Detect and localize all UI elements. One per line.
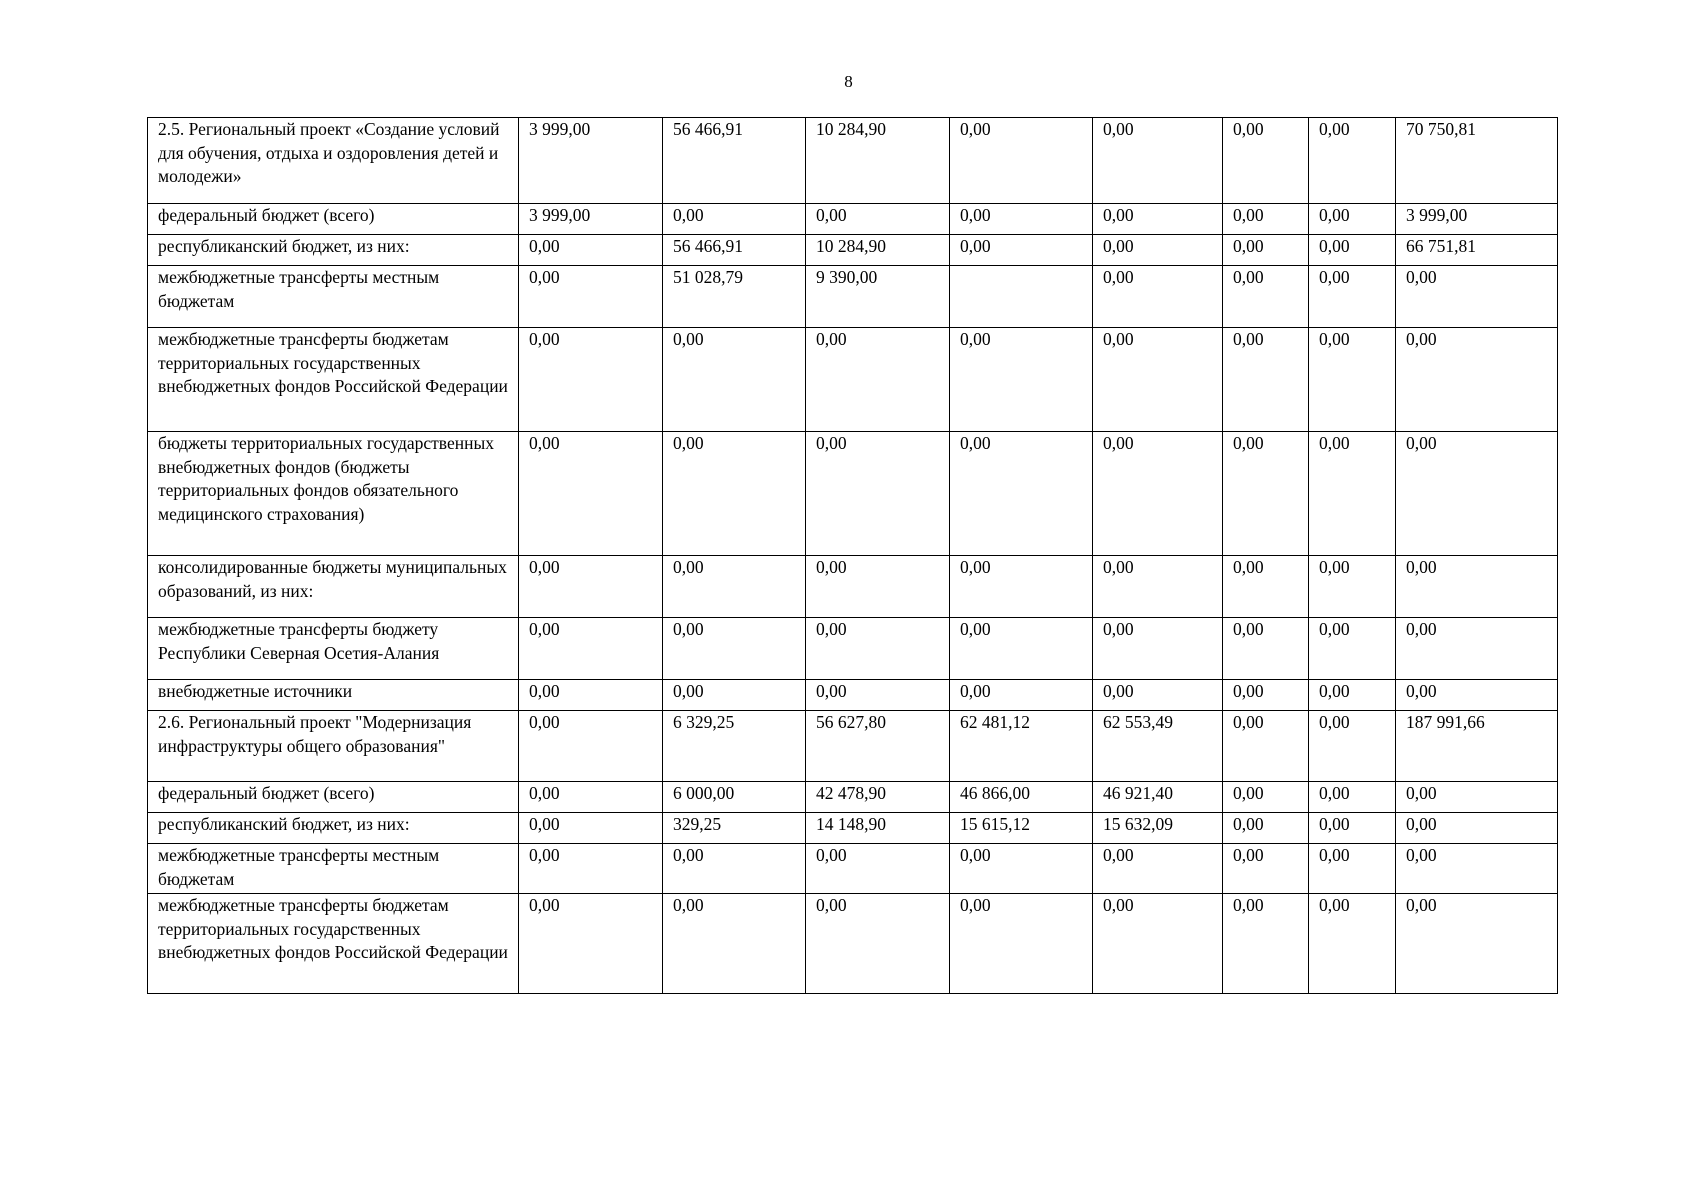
table-row bbox=[148, 328, 1558, 432]
value-cell: 0,00 bbox=[950, 328, 1093, 432]
value-cell: 51 028,79 bbox=[663, 266, 806, 328]
value-cell: 56 627,80 bbox=[806, 711, 950, 782]
value-cell: 0,00 bbox=[663, 204, 806, 235]
value-cell: 0,00 bbox=[806, 556, 950, 618]
value-cell: 0,00 bbox=[1093, 328, 1223, 432]
value-cell: 0,00 bbox=[1396, 844, 1558, 894]
row-label: межбюджетные трансферты местным бюджетам bbox=[148, 266, 519, 328]
value-cell: 0,00 bbox=[1309, 618, 1396, 680]
value-cell: 0,00 bbox=[1396, 782, 1558, 813]
value-cell: 0,00 bbox=[1309, 894, 1396, 994]
value-cell: 0,00 bbox=[1093, 266, 1223, 328]
table-row bbox=[148, 556, 1558, 618]
value-cell: 10 284,90 bbox=[806, 235, 950, 266]
value-cell: 0,00 bbox=[1309, 711, 1396, 782]
value-cell: 0,00 bbox=[1223, 711, 1309, 782]
value-cell: 0,00 bbox=[806, 844, 950, 894]
row-label: федеральный бюджет (всего) bbox=[148, 204, 519, 235]
table-row bbox=[148, 894, 1558, 994]
value-cell: 66 751,81 bbox=[1396, 235, 1558, 266]
value-cell: 0,00 bbox=[663, 894, 806, 994]
value-cell: 0,00 bbox=[1309, 204, 1396, 235]
value-cell: 9 390,00 bbox=[806, 266, 950, 328]
value-cell: 0,00 bbox=[1396, 266, 1558, 328]
value-cell: 3 999,00 bbox=[519, 204, 663, 235]
row-label: республиканский бюджет, из них: bbox=[148, 235, 519, 266]
value-cell: 0,00 bbox=[663, 680, 806, 711]
row-label: межбюджетные трансферты бюджетам территориальных государственных внебюджетных фондов Российской Федерации bbox=[148, 328, 519, 432]
row-label: консолидированные бюджеты муниципальных образований, из них: bbox=[148, 556, 519, 618]
value-cell: 0,00 bbox=[950, 118, 1093, 204]
value-cell: 0,00 bbox=[1223, 432, 1309, 556]
value-cell: 0,00 bbox=[1396, 894, 1558, 994]
value-cell: 0,00 bbox=[519, 711, 663, 782]
budget-table-body bbox=[148, 118, 1558, 994]
value-cell: 0,00 bbox=[806, 680, 950, 711]
value-cell: 0,00 bbox=[1223, 782, 1309, 813]
value-cell: 0,00 bbox=[1309, 235, 1396, 266]
row-label: федеральный бюджет (всего) bbox=[148, 782, 519, 813]
table-row bbox=[148, 618, 1558, 680]
value-cell: 0,00 bbox=[1309, 328, 1396, 432]
value-cell: 6 329,25 bbox=[663, 711, 806, 782]
value-cell: 0,00 bbox=[663, 432, 806, 556]
value-cell: 0,00 bbox=[1223, 680, 1309, 711]
value-cell: 15 632,09 bbox=[1093, 813, 1223, 844]
value-cell: 0,00 bbox=[519, 618, 663, 680]
value-cell: 0,00 bbox=[1223, 328, 1309, 432]
value-cell: 0,00 bbox=[519, 556, 663, 618]
value-cell: 0,00 bbox=[1223, 266, 1309, 328]
value-cell: 14 148,90 bbox=[806, 813, 950, 844]
value-cell: 0,00 bbox=[1093, 680, 1223, 711]
value-cell: 0,00 bbox=[1223, 813, 1309, 844]
value-cell: 0,00 bbox=[1093, 118, 1223, 204]
value-cell: 0,00 bbox=[1223, 204, 1309, 235]
value-cell: 3 999,00 bbox=[1396, 204, 1558, 235]
value-cell: 0,00 bbox=[519, 235, 663, 266]
value-cell: 0,00 bbox=[1309, 782, 1396, 813]
value-cell: 46 866,00 bbox=[950, 782, 1093, 813]
value-cell: 0,00 bbox=[806, 618, 950, 680]
value-cell: 0,00 bbox=[1396, 680, 1558, 711]
value-cell: 0,00 bbox=[519, 432, 663, 556]
value-cell: 70 750,81 bbox=[1396, 118, 1558, 204]
value-cell: 0,00 bbox=[1223, 618, 1309, 680]
value-cell: 62 481,12 bbox=[950, 711, 1093, 782]
value-cell: 0,00 bbox=[1093, 618, 1223, 680]
value-cell: 0,00 bbox=[1396, 328, 1558, 432]
row-label: межбюджетные трансферты бюджетам территориальных государственных внебюджетных фондов Российской Федерации bbox=[148, 894, 519, 994]
value-cell: 0,00 bbox=[519, 813, 663, 844]
row-label: республиканский бюджет, из них: bbox=[148, 813, 519, 844]
value-cell: 0,00 bbox=[950, 235, 1093, 266]
value-cell: 46 921,40 bbox=[1093, 782, 1223, 813]
value-cell: 0,00 bbox=[1093, 235, 1223, 266]
value-cell: 0,00 bbox=[950, 432, 1093, 556]
table-row bbox=[148, 432, 1558, 556]
value-cell: 0,00 bbox=[519, 894, 663, 994]
value-cell: 0,00 bbox=[806, 432, 950, 556]
budget-table bbox=[147, 117, 1558, 994]
value-cell: 0,00 bbox=[1396, 813, 1558, 844]
value-cell: 0,00 bbox=[1223, 556, 1309, 618]
value-cell: 0,00 bbox=[663, 618, 806, 680]
value-cell: 0,00 bbox=[950, 844, 1093, 894]
value-cell: 0,00 bbox=[1309, 844, 1396, 894]
value-cell: 0,00 bbox=[519, 328, 663, 432]
table-row bbox=[148, 711, 1558, 782]
table-row bbox=[148, 118, 1558, 204]
value-cell: 0,00 bbox=[950, 204, 1093, 235]
value-cell: 0,00 bbox=[1093, 894, 1223, 994]
value-cell: 0,00 bbox=[1223, 118, 1309, 204]
value-cell: 0,00 bbox=[1309, 266, 1396, 328]
value-cell: 0,00 bbox=[663, 328, 806, 432]
value-cell: 3 999,00 bbox=[519, 118, 663, 204]
value-cell: 0,00 bbox=[519, 844, 663, 894]
value-cell: 0,00 bbox=[663, 556, 806, 618]
value-cell: 0,00 bbox=[806, 894, 950, 994]
row-label: 2.5. Региональный проект «Создание условий для обучения, отдыха и оздоровления детей и молодежи» bbox=[148, 118, 519, 204]
value-cell: 6 000,00 bbox=[663, 782, 806, 813]
table-row bbox=[148, 813, 1558, 844]
value-cell: 0,00 bbox=[806, 204, 950, 235]
value-cell: 0,00 bbox=[1223, 235, 1309, 266]
value-cell: 0,00 bbox=[1309, 118, 1396, 204]
row-label: 2.6. Региональный проект "Модернизация инфраструктуры общего образования" bbox=[148, 711, 519, 782]
table-row bbox=[148, 235, 1558, 266]
value-cell: 0,00 bbox=[1396, 556, 1558, 618]
value-cell: 62 553,49 bbox=[1093, 711, 1223, 782]
value-cell: 0,00 bbox=[806, 328, 950, 432]
table-row bbox=[148, 782, 1558, 813]
value-cell: 0,00 bbox=[1093, 204, 1223, 235]
value-cell: 0,00 bbox=[950, 680, 1093, 711]
row-label: внебюджетные источники bbox=[148, 680, 519, 711]
value-cell: 42 478,90 bbox=[806, 782, 950, 813]
value-cell: 0,00 bbox=[1223, 894, 1309, 994]
value-cell: 56 466,91 bbox=[663, 235, 806, 266]
row-label: межбюджетные трансферты местным бюджетам bbox=[148, 844, 519, 894]
value-cell: 0,00 bbox=[1093, 844, 1223, 894]
value-cell: 0,00 bbox=[663, 844, 806, 894]
value-cell: 0,00 bbox=[1309, 680, 1396, 711]
value-cell: 0,00 bbox=[1223, 844, 1309, 894]
value-cell: 187 991,66 bbox=[1396, 711, 1558, 782]
value-cell: 0,00 bbox=[519, 782, 663, 813]
value-cell: 0,00 bbox=[1309, 432, 1396, 556]
page-number: 8 bbox=[844, 72, 853, 91]
value-cell: 0,00 bbox=[950, 556, 1093, 618]
value-cell bbox=[950, 266, 1093, 328]
row-label: бюджеты территориальных государственных внебюджетных фондов (бюджеты территориальных фондов обязательного медицинского страхования) bbox=[148, 432, 519, 556]
table-row bbox=[148, 680, 1558, 711]
value-cell: 0,00 bbox=[950, 894, 1093, 994]
value-cell: 10 284,90 bbox=[806, 118, 950, 204]
value-cell: 0,00 bbox=[1309, 556, 1396, 618]
table-row bbox=[148, 204, 1558, 235]
value-cell: 0,00 bbox=[950, 618, 1093, 680]
value-cell: 0,00 bbox=[1093, 556, 1223, 618]
value-cell: 0,00 bbox=[1396, 432, 1558, 556]
value-cell: 0,00 bbox=[1396, 618, 1558, 680]
table-row bbox=[148, 266, 1558, 328]
value-cell: 56 466,91 bbox=[663, 118, 806, 204]
value-cell: 0,00 bbox=[1093, 432, 1223, 556]
value-cell: 0,00 bbox=[1309, 813, 1396, 844]
row-label: межбюджетные трансферты бюджету Республики Северная Осетия-Алания bbox=[148, 618, 519, 680]
value-cell: 329,25 bbox=[663, 813, 806, 844]
value-cell: 0,00 bbox=[519, 680, 663, 711]
value-cell: 0,00 bbox=[519, 266, 663, 328]
value-cell: 15 615,12 bbox=[950, 813, 1093, 844]
table-row bbox=[148, 844, 1558, 894]
